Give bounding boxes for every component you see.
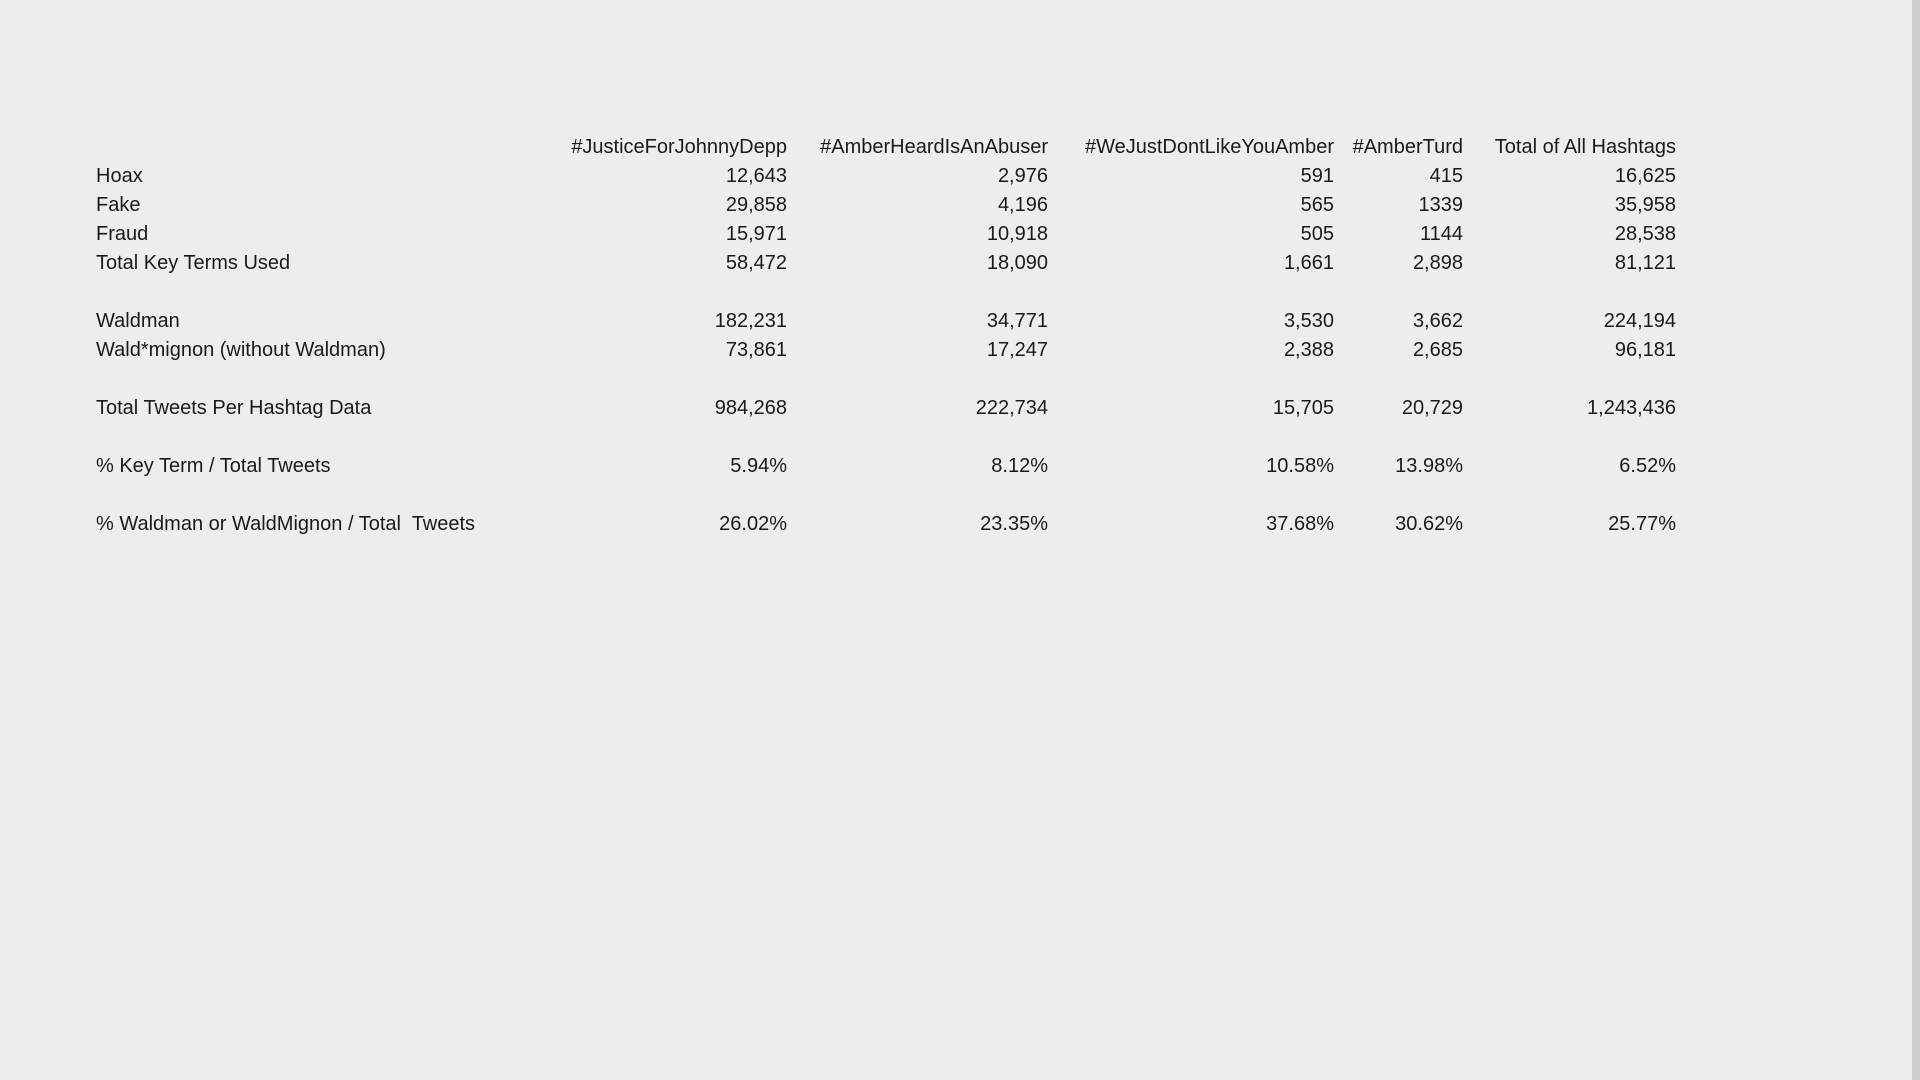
table-cell: 10.58%: [1266, 455, 1334, 477]
table-cell: 182,231: [714, 310, 787, 332]
row-label: Total Key Terms Used: [96, 252, 291, 274]
table-cell: 17,247: [986, 339, 1048, 361]
table-row-waldman: [96, 307, 1676, 336]
row-label: % Waldman or WaldMignon / Total Tweets: [96, 513, 476, 535]
table-cell: 25.77%: [1608, 513, 1676, 535]
table-row-fraud: [96, 220, 1676, 249]
table-cell: 34,771: [986, 310, 1048, 332]
table-cell: 23.35%: [980, 513, 1048, 535]
row-label: Wald*mignon (without Waldman): [96, 339, 386, 361]
table-cell: 12,643: [725, 165, 787, 187]
table-cell: 35,958: [1614, 194, 1676, 216]
table-cell: 20,729: [1401, 397, 1463, 419]
table-cell: 984,268: [714, 397, 787, 419]
table-cell: 2,898: [1412, 252, 1463, 274]
column-header-amber-heard-is-an-abuser: #AmberHeardIsAnAbuser: [820, 136, 1048, 158]
table-cell: 1144: [1419, 223, 1463, 245]
row-label: % Key Term / Total Tweets: [96, 455, 331, 477]
column-header-amber-turd: #AmberTurd: [1352, 136, 1463, 158]
table-cell: 18,090: [986, 252, 1048, 274]
table-row-total-key-terms: [96, 249, 1676, 278]
table-cell: 30.62%: [1395, 513, 1463, 535]
table-cell: 565: [1300, 194, 1334, 216]
table-cell: 15,971: [725, 223, 787, 245]
table-row-total-tweets: [96, 394, 1676, 423]
table-row-hoax: [96, 162, 1676, 191]
table-row-fake: [96, 191, 1676, 220]
table-cell: 222,734: [975, 397, 1048, 419]
table-cell: 1339: [1418, 194, 1463, 216]
table-cell: 3,530: [1283, 310, 1334, 332]
row-label: Total Tweets Per Hashtag Data: [96, 397, 372, 419]
spacer-row: [96, 278, 1676, 307]
table-row-waldmignon: [96, 336, 1676, 365]
table-cell: 3,662: [1412, 310, 1463, 332]
column-header-total-all-hashtags: Total of All Hashtags: [1494, 136, 1676, 158]
table-cell: 8.12%: [991, 455, 1048, 477]
table-cell: 2,388: [1283, 339, 1334, 361]
header-empty-cell: [96, 133, 549, 162]
row-label: Hoax: [96, 165, 143, 187]
table-cell: 2,685: [1412, 339, 1463, 361]
table-cell: 505: [1300, 223, 1334, 245]
table-cell: 58,472: [725, 252, 787, 274]
table-row-pct-waldman: [96, 510, 1676, 539]
right-edge-bar: [1912, 0, 1920, 1080]
table-cell: 415: [1429, 165, 1463, 187]
table-cell: 1,661: [1283, 252, 1334, 274]
table-cell: 73,861: [725, 339, 787, 361]
row-label: Waldman: [96, 310, 180, 332]
table-cell: 5.94%: [730, 455, 787, 477]
column-header-justice-for-johnny-depp: #JusticeForJohnnyDepp: [571, 136, 787, 158]
table-row-pct-key-term: [96, 452, 1676, 481]
row-label: Fraud: [96, 223, 149, 245]
table-cell: 10,918: [986, 223, 1048, 245]
table-cell: 28,538: [1614, 223, 1676, 245]
table-cell: 26.02%: [719, 513, 787, 535]
table-cell: 96,181: [1614, 339, 1676, 361]
column-header-we-just-dont-like-you-amber: #WeJustDontLikeYouAmber: [1084, 136, 1334, 158]
spacer-row: [96, 423, 1676, 452]
table-cell: 4,196: [997, 194, 1048, 216]
table-cell: 591: [1300, 165, 1334, 187]
table-cell: 1,243,436: [1587, 397, 1676, 419]
spacer-row: [96, 365, 1676, 394]
spacer-row: [96, 481, 1676, 510]
row-label: Fake: [96, 194, 141, 216]
table-cell: 15,705: [1272, 397, 1334, 419]
table-cell: 16,625: [1614, 165, 1676, 187]
table-cell: 2,976: [997, 165, 1048, 187]
table-cell: 81,121: [1614, 252, 1676, 274]
table-header-row: [96, 133, 1676, 162]
table-cell: 29,858: [725, 194, 787, 216]
hashtag-data-table: [96, 133, 1676, 539]
table-cell: 224,194: [1603, 310, 1676, 332]
table-cell: 6.52%: [1619, 455, 1676, 477]
table-cell: 13.98%: [1395, 455, 1463, 477]
table-cell: 37.68%: [1266, 513, 1334, 535]
